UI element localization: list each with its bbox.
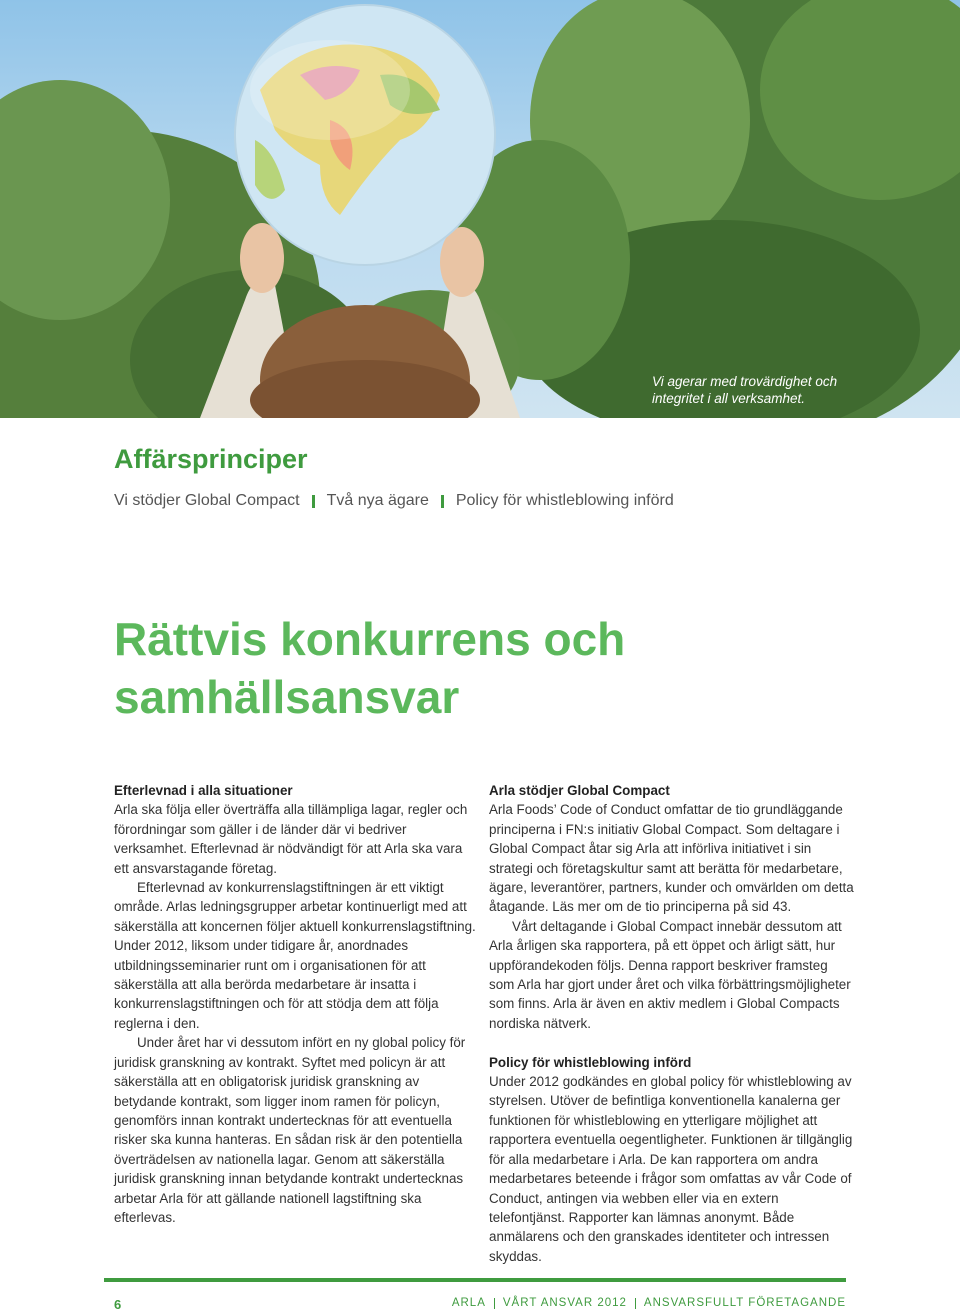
right-paragraph-2: Vårt deltagande i Global Compact innebär dessutom att Arla årligen ska rapportera, på ett öppet och ärligt sätt, hur uppförandekoden följs. Denna rapport beskriver framsteg som Arla har gjort under året och vilka förbättringsmöjligheter som finns. Arla är även en aktiv medlem i Global Compacts nordiska nätverk. [489, 918, 851, 1031]
running-footer [452, 1297, 846, 1309]
subnav-item-whistleblowing: Policy för whistleblowing införd [455, 492, 674, 509]
right-column [489, 781, 854, 1266]
footer-separator [635, 1298, 636, 1309]
footer-brand: ARLA [451, 1297, 486, 1309]
caption-line-2: integritet i all verksamhet. [652, 391, 806, 406]
photo-illustration [0, 0, 960, 418]
footer-report-title: VÅRT ANSVAR 2012 [502, 1297, 627, 1309]
headline-line-1: Rättvis konkurrens och [114, 613, 626, 665]
left-paragraph-3: Under året har vi dessutom infört en ny global policy för juridisk granskning av kontrakt. Syftet med policyn är att säkerställa att en obligatorisk juridisk granskning av betydande kontrakt, som ligger inom ramen för policyn, genomförs innan kontrakt undertecknas för att eventuella risker ska kunna hanteras. En sådan risk är den potentiella överträdelsen av nationella lagar. Genom att säkerställa juridisk granskning innan betydande kontrakt undertecknas arbetar Arla för att gällande nationell lagstiftning ska efterlevas. [114, 1035, 466, 1225]
right-paragraph-3: Under 2012 godkändes en global policy för whistleblowing av styrelsen. Utöver de befintliga konventionella kanalerna ger funktionen för whistleblowing en ytterligare möjlighet att rapportera eventuella oegentligheter. Funktionen är tillgänglig för alla medarbetare i Arla. De kan rapportera om andra medarbetares beteende i frågor som omfattas av vår Code of Conduct, antingen via webben eller via en extern telefontjänst. Rapporter kan lämnas anonymt. Både anmälarens och den granskades identiteter och intressen skyddas. [489, 1074, 853, 1264]
page-headline [114, 610, 814, 726]
footer-rule [104, 1278, 846, 1282]
subnav-separator [441, 495, 444, 508]
left-paragraph-2: Efterlevnad av konkurrenslagstiftningen är ett viktigt område. Arlas ledningsgrupper arbetar kontinuerligt med att säkerställa att koncernen följer aktuell konkurrenslagstiftning. Under 2012, liksom under tidigare år, anordnades utbildningsseminarier runt om i organisationen för att säkerställa att alla berörda medarbetare är insatta i konkurrenslagstiftningen och för att stödja dem att följa reglerna i den. [114, 880, 476, 1031]
left-paragraph-1: Arla ska följa eller överträffa alla tillämpliga lagar, regler och förordningar som gäller i de länder där vi bedriver verksamhet. Efterlevnad är nödvändigt för att Arla ska vara ett ansvarstagande företag. [114, 802, 468, 876]
hero-photo [0, 0, 960, 418]
subnav-item-global-compact: Vi stödjer Global Compact [114, 492, 300, 509]
right-heading-1: Arla stödjer Global Compact [489, 783, 670, 798]
page-number: 6 [114, 1297, 122, 1312]
headline-line-2: samhällsansvar [114, 671, 460, 723]
right-paragraph-1: Arla Foods’ Code of Conduct omfattar de tio grundläggande principerna i FN:s initiativ Global Compact. Som deltagare i Global Compact åtar sig Arla att införliva initiativet i sin strategi och företagskultur samt att berätta för medarbetare, ägare, leverantörer, partners, kunder och omvärlden om detta åtagande. Läs mer om de tio principerna på sid 43. [489, 802, 854, 915]
subnav [114, 492, 674, 510]
subnav-item-new-owners: Två nya ägare [326, 492, 429, 509]
caption-line-1: Vi agerar med trovärdighet och [652, 374, 838, 389]
footer-section: ANSVARSFULLT FÖRETAGANDE [643, 1297, 846, 1309]
left-heading: Efterlevnad i alla situationer [114, 783, 293, 798]
photo-caption [652, 373, 952, 407]
globe [235, 5, 495, 265]
right-heading-2: Policy för whistleblowing införd [489, 1054, 692, 1070]
subnav-separator [312, 495, 315, 508]
left-column [114, 781, 479, 1227]
section-title: Affärsprinciper [114, 444, 308, 474]
footer-separator [494, 1298, 495, 1309]
